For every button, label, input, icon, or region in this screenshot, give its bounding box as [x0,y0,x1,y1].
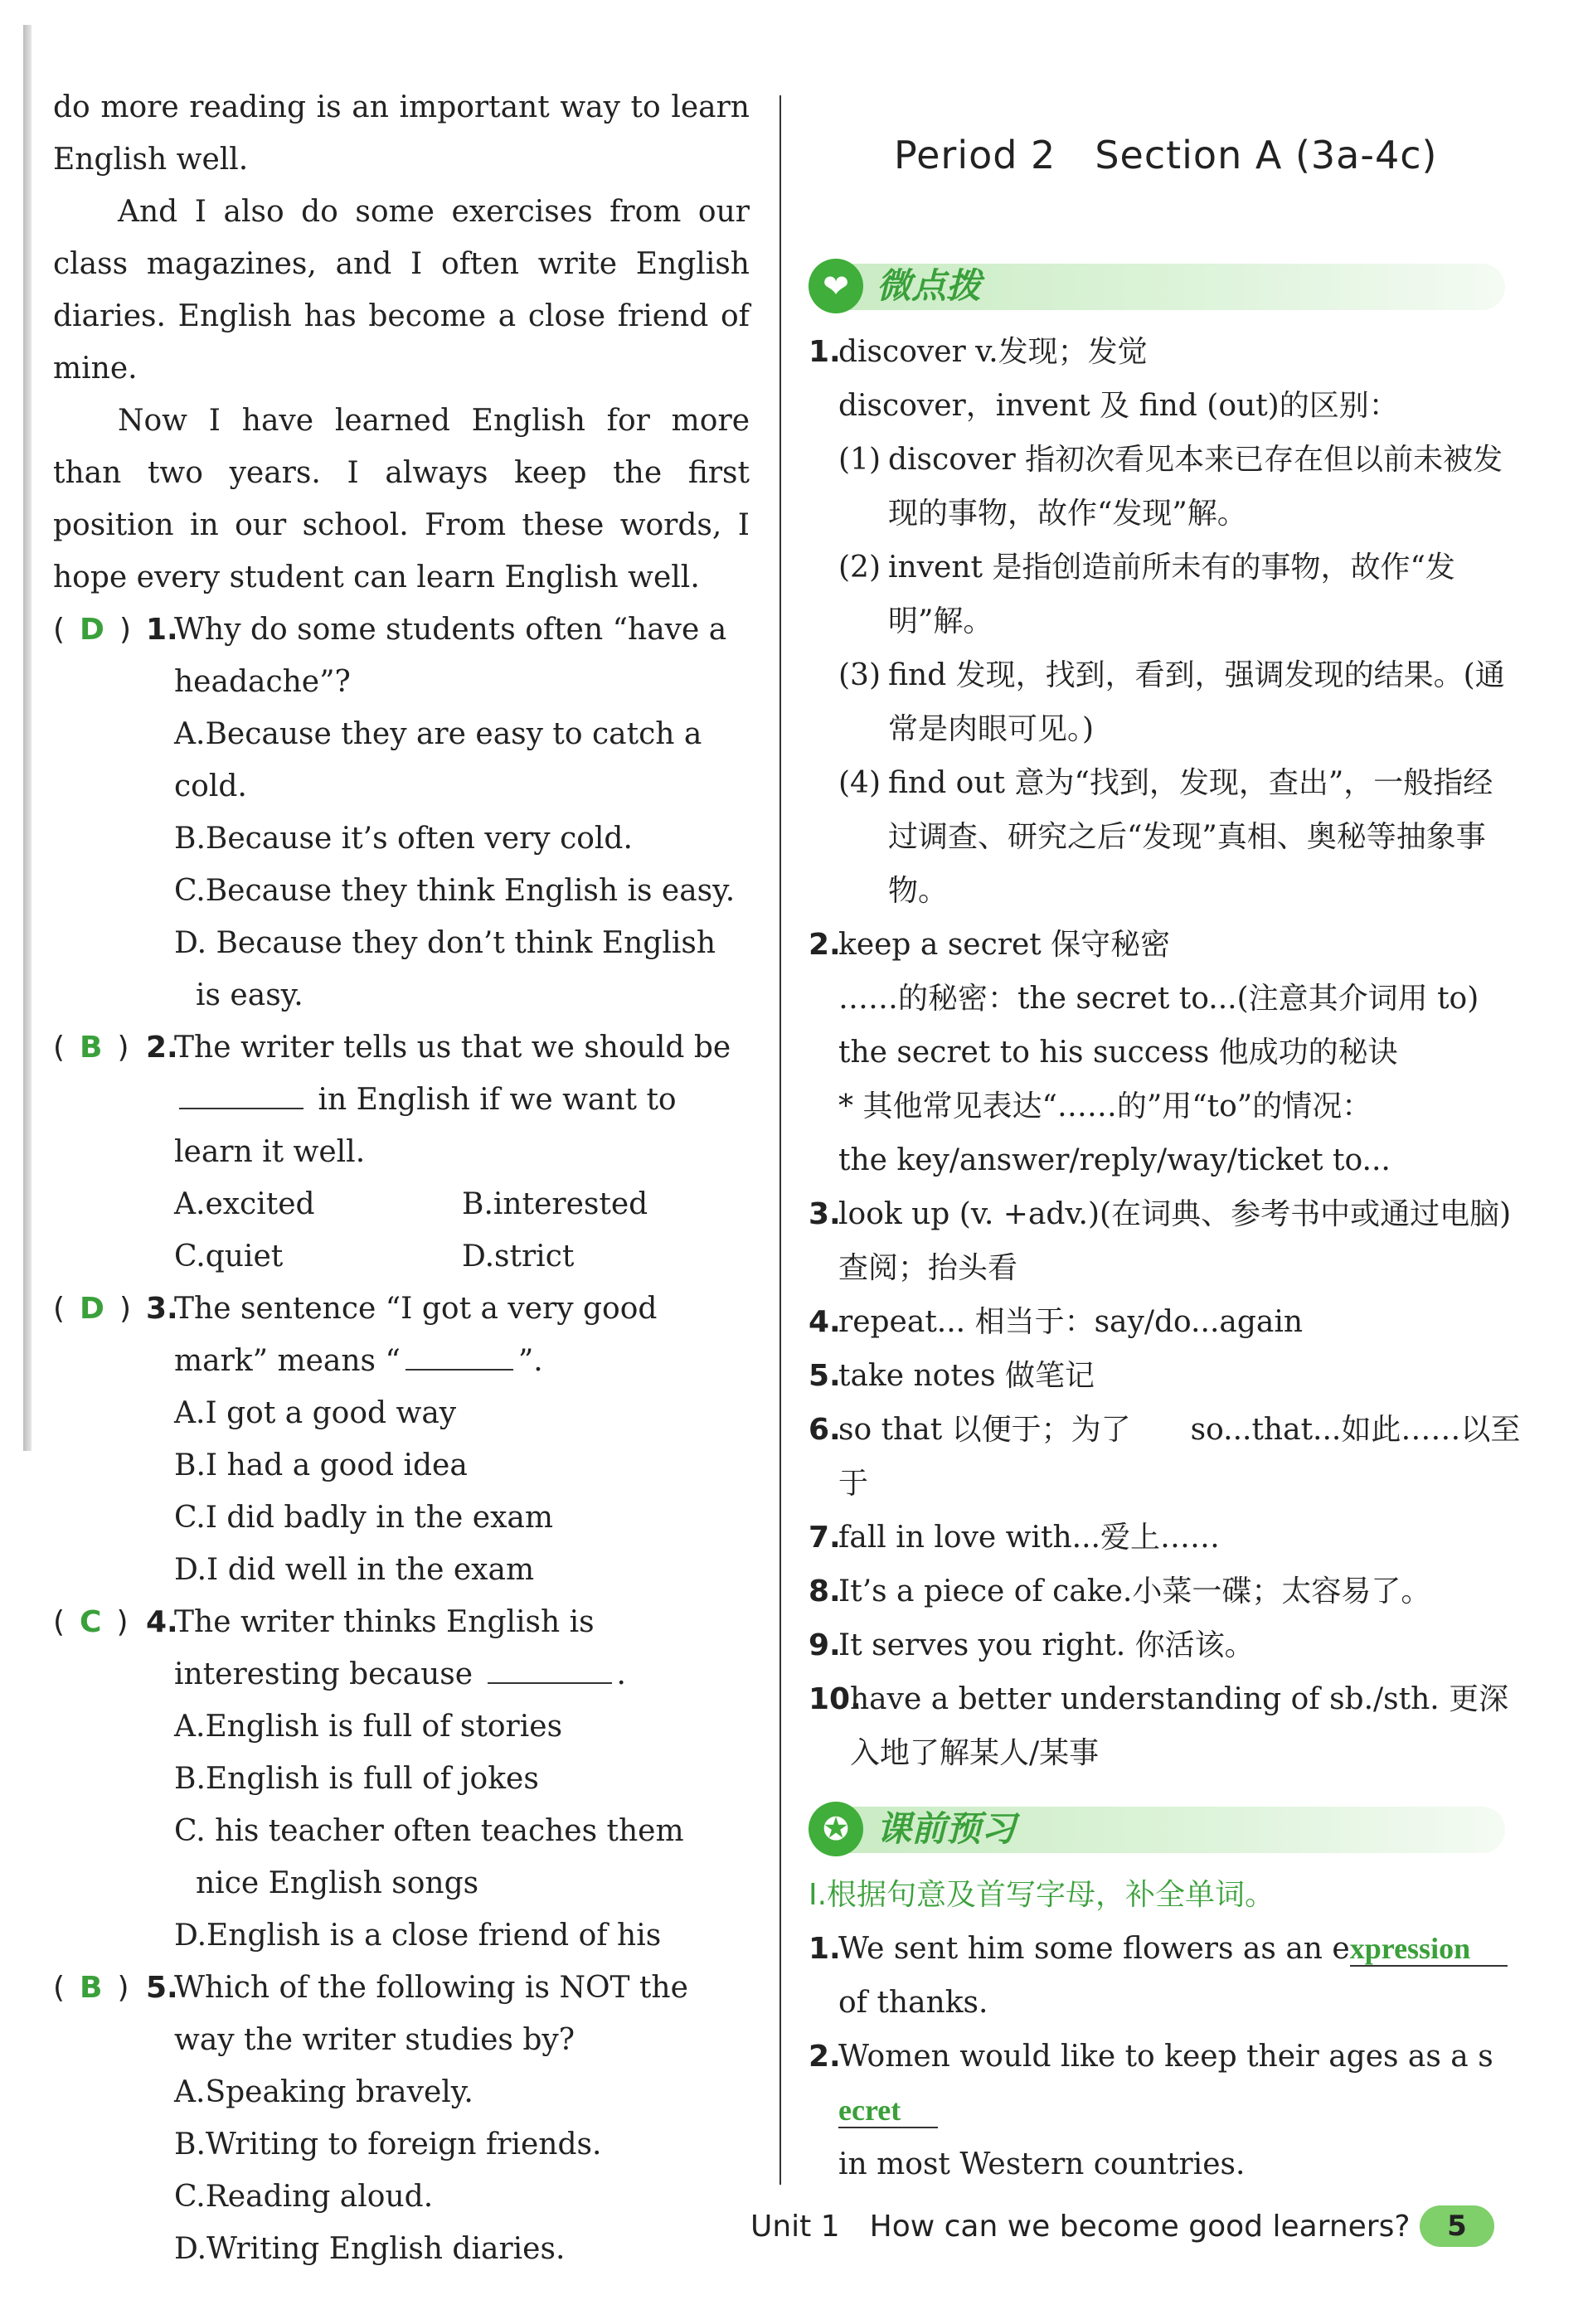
question-number: 1. [146,613,178,647]
question-stem-cont: . [616,1657,626,1691]
item-line: the key/answer/reply/way/ticket to... [838,1143,1391,1177]
question-stem-cont: ”. [517,1344,543,1378]
option-b: B.interested [462,1187,648,1221]
option-row [53,1178,750,1230]
item-number: 2. [809,928,841,962]
right-column [809,257,1522,2191]
question-stem: The writer thinks English is interesting because [174,1605,595,1691]
option-d: D. Because they don’t think English is easy. [174,926,716,1012]
answer-blank [179,1083,304,1109]
filled-answer: ecret [838,2094,938,2128]
note-item-10 [809,1672,1522,1780]
section-header-preview [809,1800,1522,1861]
answer-bracket: ( B ) [53,1971,129,2005]
passage-paragraph-1: do more reading is an important way to learn English well. [53,90,750,177]
sub-item: (3) find 发现，找到，看到，强调发现的结果。(通常是肉眼可见。) [838,658,1505,746]
sub-item: (4) find out 意为“找到，发现，查出”，一般指经过调查、研究之后“发现”真相、奥秘等抽象事物。 [838,766,1493,908]
answer-mark: D [80,613,104,647]
item-line: * 其他常见表达“……的”用“to”的情况： [838,1089,1372,1123]
item-number: 8. [809,1574,841,1608]
option-b: B.English is full of jokes [174,1762,539,1796]
item-line: discover，invent 及 find (out)的区别： [838,389,1399,423]
option-a: A.excited [174,1187,315,1221]
note-item-1 [809,325,1522,379]
question-stem: Why do some students often “have a headache”? [174,613,727,699]
question-number: 5. [146,1971,178,2005]
option-d: D.strict [462,1240,575,1274]
item-text: It’s a piece of cake.小菜一碟；太容易了。 [838,1574,1431,1608]
question-number: 3. [146,1292,178,1326]
item-number: 9. [809,1628,841,1662]
option-b: B.Because it’s often very cold. [174,822,633,856]
question-stem-cont: in English if we want to learn it well. [174,1083,677,1169]
page-edge [23,25,32,1451]
note-item-4 [809,1295,1522,1349]
answer-bracket: ( D ) [53,1292,131,1326]
item-text: It serves you right. 你活该。 [838,1628,1255,1662]
exercise-item-1 [809,1922,1522,1976]
option-c: C. his teacher often teaches them nice English songs [174,1814,684,1900]
item-number: 10. [809,1682,862,1716]
exercise-item-2 [809,2030,1522,2137]
item-number: 5. [809,1359,841,1393]
item-text: repeat... 相当于：say/do...again [838,1305,1304,1339]
exercise-instruction: Ⅰ.根据句意及首写字母，补全单词。 [809,1878,1275,1912]
note-item-9 [809,1618,1522,1672]
answer-blank [405,1344,513,1371]
option-c: C.Because they think English is easy. [174,874,736,908]
option-c: C.I did badly in the exam [174,1501,554,1535]
option-b: B.Writing to foreign friends. [174,2128,602,2161]
heart-icon: ❤ [809,259,863,313]
note-item-7 [809,1511,1522,1565]
question-1 [53,604,750,708]
item-number: 7. [809,1521,841,1555]
item-number: 6. [809,1413,841,1447]
option-b: B.I had a good idea [174,1448,468,1482]
section-header-tips [809,257,1522,318]
footer-unit-title: Unit 1 How can we become good learners? [750,2210,1411,2244]
star-icon: ✪ [809,1802,863,1856]
option-a: A.English is full of stories [174,1710,563,1744]
item-text: keep a secret 保守秘密 [838,928,1171,962]
option-a: A.I got a good way [174,1396,457,1430]
item-line: ……的秘密：the secret to...(注意其介词用 to) [838,982,1479,1016]
section-title: 微点拨 [877,265,982,306]
note-item-8 [809,1565,1522,1618]
option-c: C.quiet [174,1240,284,1274]
item-text: fall in love with...爱上…… [838,1521,1220,1555]
note-item-5 [809,1349,1522,1403]
item-number: 2. [809,2040,841,2074]
option-c: C.Reading aloud. [174,2180,434,2214]
item-number: 1. [809,335,841,369]
question-stem: The writer tells us that we should be [174,1031,731,1065]
answer-blank [488,1657,612,1684]
question-number: 4. [146,1605,178,1639]
item-text: We sent him some flowers as an e [838,1932,1350,1966]
option-d: D.I did well in the exam [174,1553,535,1587]
page-number: 5 [1420,2205,1494,2247]
note-item-3 [809,1187,1522,1295]
note-item-2 [809,918,1522,972]
item-text: take notes 做笔记 [838,1359,1095,1393]
item-number: 1. [809,1932,841,1966]
answer-mark: C [80,1605,102,1639]
item-text: discover v.发现；发觉 [838,335,1148,369]
item-text: so that 以便于；为了 so...that...如此……以至于 [838,1413,1521,1501]
answer-bracket: ( C ) [53,1605,129,1639]
option-d: D.English is a close friend of his [174,1919,662,1953]
question-stem: Which of the following is NOT the way the writer studies by? [174,1971,688,2057]
passage-paragraph-2: And I also do some exercises from our class magazines, and I often write English diaries. English has become a close friend of mine. [53,195,750,386]
item-number: 4. [809,1305,841,1339]
item-line: in most Western countries. [838,2147,1246,2181]
question-3 [53,1283,750,1387]
item-text: have a better understanding of sb./sth. 更深入地了解某人/某事 [850,1682,1509,1770]
column-divider [779,95,781,2185]
passage-paragraph-3: Now I have learned English for more than two years. I always keep the first position in our school. From these words, I hope every student can learn English well. [53,404,750,594]
option-d: D.Writing English diaries. [174,2232,566,2266]
option-row [53,1230,750,1283]
question-stem: The sentence “I got a very good mark” means “ [174,1292,658,1378]
answer-bracket: ( B ) [53,1031,129,1065]
item-number: 3. [809,1197,841,1231]
section-title: 课前预习 [877,1808,1017,1849]
item-text: Women would like to keep their ages as a s [838,2040,1493,2074]
question-4 [53,1596,750,1701]
answer-mark: B [80,1031,103,1065]
answer-mark: D [80,1292,104,1326]
filled-answer: xpression [1350,1932,1508,1967]
answer-bracket: ( D ) [53,613,131,647]
question-5 [53,1962,750,2066]
sub-item: (2) invent 是指创造前所未有的事物，故作“发明”解。 [838,551,1455,638]
left-column [53,81,750,2275]
question-number: 2. [146,1031,178,1065]
item-line: the secret to his success 他成功的秘诀 [838,1036,1398,1070]
note-item-6 [809,1403,1522,1511]
question-2 [53,1021,750,1178]
sub-item: (1) discover 指初次看见本来已存在但以前未被发现的事物，故作“发现”解。 [838,443,1503,531]
option-a: A.Speaking bravely. [174,2075,473,2109]
answer-mark: B [80,1971,103,2005]
period-title: Period 2 Section A (3a-4c) [894,133,1438,177]
option-a: A.Because they are easy to catch a cold. [174,717,702,803]
item-text: look up (v. +adv.)(在词典、参考书中或通过电脑)查阅；抬头看 [838,1197,1512,1285]
item-line: of thanks. [838,1986,988,2020]
